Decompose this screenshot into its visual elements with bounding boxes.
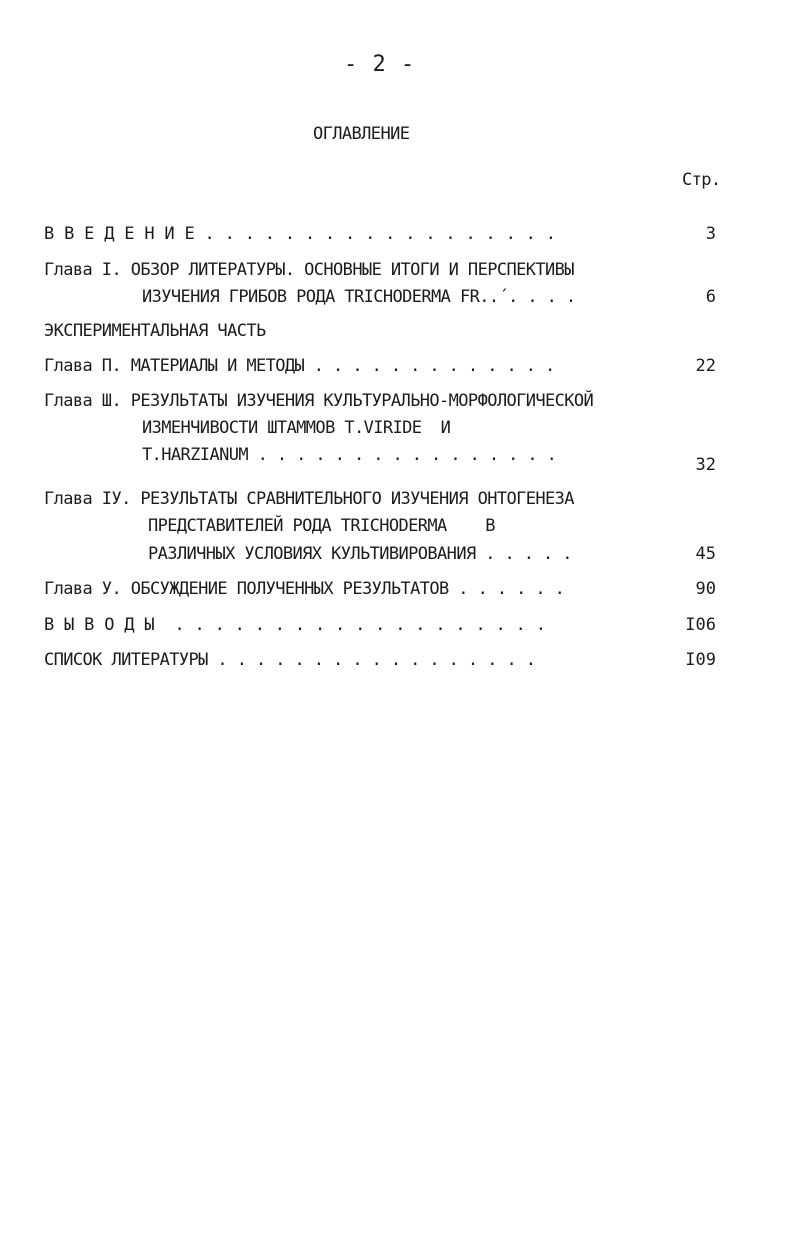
toc-entry-chapter-1-line-2: ИЗУЧЕНИЯ ГРИБОВ РОДА TRICHODERMA FR..´. . . . bbox=[142, 287, 576, 307]
page-column-label: Стр. bbox=[682, 170, 721, 190]
toc-page-conclusions: I06 bbox=[685, 615, 716, 635]
toc-entry-chapter-3-line-2: ИЗМЕНЧИВОСТИ ШТАММОВ T.VIRIDE И bbox=[142, 418, 451, 438]
toc-section-experimental: ЭКСПЕРИМЕНТАЛЬНАЯ ЧАСТЬ bbox=[44, 321, 266, 341]
toc-entry-chapter-4-line-1: Глава IУ. РЕЗУЛЬТАТЫ СРАВНИТЕЛЬНОГО ИЗУЧЕНИЯ ОНТОГЕНЕЗА bbox=[44, 489, 574, 509]
toc-page-chapter-2: 22 bbox=[695, 356, 716, 376]
page-number: - 2 - bbox=[344, 52, 416, 77]
toc-entry-chapter-2: Глава П. МАТЕРИАЛЫ И МЕТОДЫ . . . . . . . . . . . . . bbox=[44, 356, 555, 376]
toc-page-introduction: 3 bbox=[705, 224, 716, 244]
toc-entry-chapter-5: Глава У. ОБСУЖДЕНИЕ ПОЛУЧЕННЫХ РЕЗУЛЬТАТОВ . . . . . . bbox=[44, 579, 565, 599]
toc-entry-references: СПИСОК ЛИТЕРАТУРЫ . . . . . . . . . . . . . . . . . bbox=[44, 650, 536, 670]
toc-entry-chapter-4-line-3: РАЗЛИЧНЫХ УСЛОВИЯХ КУЛЬТИВИРОВАНИЯ . . . . . bbox=[148, 544, 572, 564]
toc-page-chapter-4: 45 bbox=[695, 544, 716, 564]
toc-page-chapter-3: 32 bbox=[695, 455, 716, 475]
toc-entry-conclusions: В Ы В О Д Ы . . . . . . . . . . . . . . . . . . . bbox=[44, 615, 546, 635]
toc-entry-chapter-1-line-1: Глава I. ОБЗОР ЛИТЕРАТУРЫ. ОСНОВНЫЕ ИТОГИ И ПЕРСПЕКТИВЫ bbox=[44, 260, 574, 280]
toc-entry-chapter-3-line-1: Глава Ш. РЕЗУЛЬТАТЫ ИЗУЧЕНИЯ КУЛЬТУРАЛЬНО-МОРФОЛОГИЧЕСКОЙ bbox=[44, 391, 594, 411]
toc-entry-chapter-4-line-2: ПРЕДСТАВИТЕЛЕЙ РОДА TRICHODERMA В bbox=[148, 516, 495, 536]
toc-entry-introduction: В В Е Д Е Н И Е . . . . . . . . . . . . . . . . . . bbox=[44, 224, 556, 244]
toc-page-chapter-5: 90 bbox=[695, 579, 716, 599]
toc-page-chapter-1: 6 bbox=[705, 287, 716, 307]
toc-entry-chapter-3-line-3: T.HARZIANUM . . . . . . . . . . . . . . . . bbox=[142, 445, 557, 465]
page-title: ОГЛАВЛЕНИЕ bbox=[313, 124, 410, 144]
toc-page-references: I09 bbox=[685, 650, 716, 670]
